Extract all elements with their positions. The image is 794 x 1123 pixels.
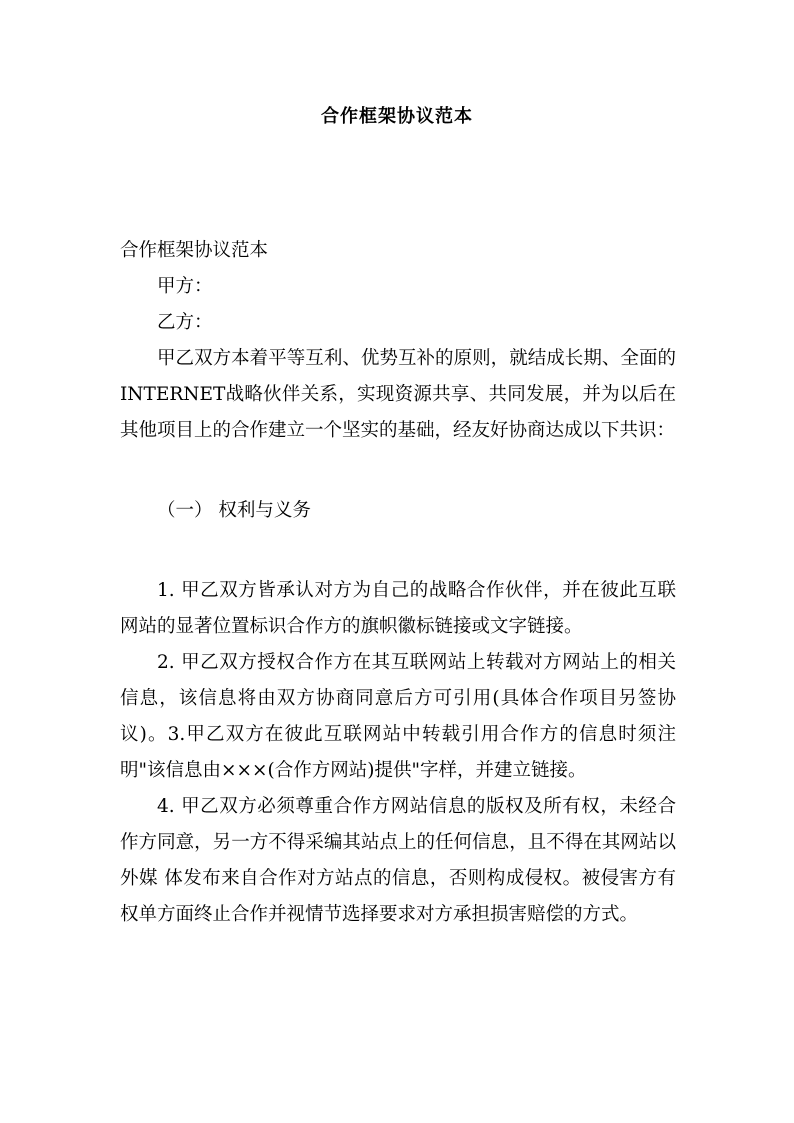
document-body bbox=[120, 233, 676, 933]
clause-1: 1. 甲乙双方皆承认对方为自己的战略合作伙伴，并在彼此互联网站的显著位置标识合作方的旗帜徽标链接或文字链接。 bbox=[120, 580, 676, 637]
document-subtitle: 合作框架协议范本 bbox=[120, 240, 269, 261]
clause-2-3: 2. 甲乙双方授权合作方在其互联网站上转载对方网站上的相关信息，该信息将由双方协商同意后方可引用(具体合作项目另签协议)。3.甲乙双方在彼此互联网站中转载引用合作方的信息时须注明"该信息由×××(合作方网站)提供"字样，并建立链接。 bbox=[120, 652, 676, 781]
document-title: 合作框架协议范本 bbox=[321, 106, 473, 127]
clause-4: 4. 甲乙双方必须尊重合作方网站信息的版权及所有权，未经合作方同意，另一方不得采编其站点上的任何信息，且不得在其网站以外媒 体发布来自合作对方站点的信息，否则构成侵权。被侵害方有权单方面终止合作并视情节选择要求对方承担损害赔偿的方式。 bbox=[120, 796, 676, 925]
party-b-label: 乙方： bbox=[157, 312, 213, 333]
spacer bbox=[120, 529, 676, 573]
section-heading: （一） 权利与义务 bbox=[157, 500, 311, 521]
intro-paragraph: 甲乙双方本着平等互利、优势互补的原则，就结成长期、全面的INTERNET战略伙伴关系，实现资源共享、共同发展，并为以后在其他项目上的合作建立一个坚实的基础，经友好协商达成以下共识： bbox=[120, 348, 676, 441]
spacer bbox=[120, 449, 676, 493]
party-a-label: 甲方： bbox=[157, 276, 213, 297]
